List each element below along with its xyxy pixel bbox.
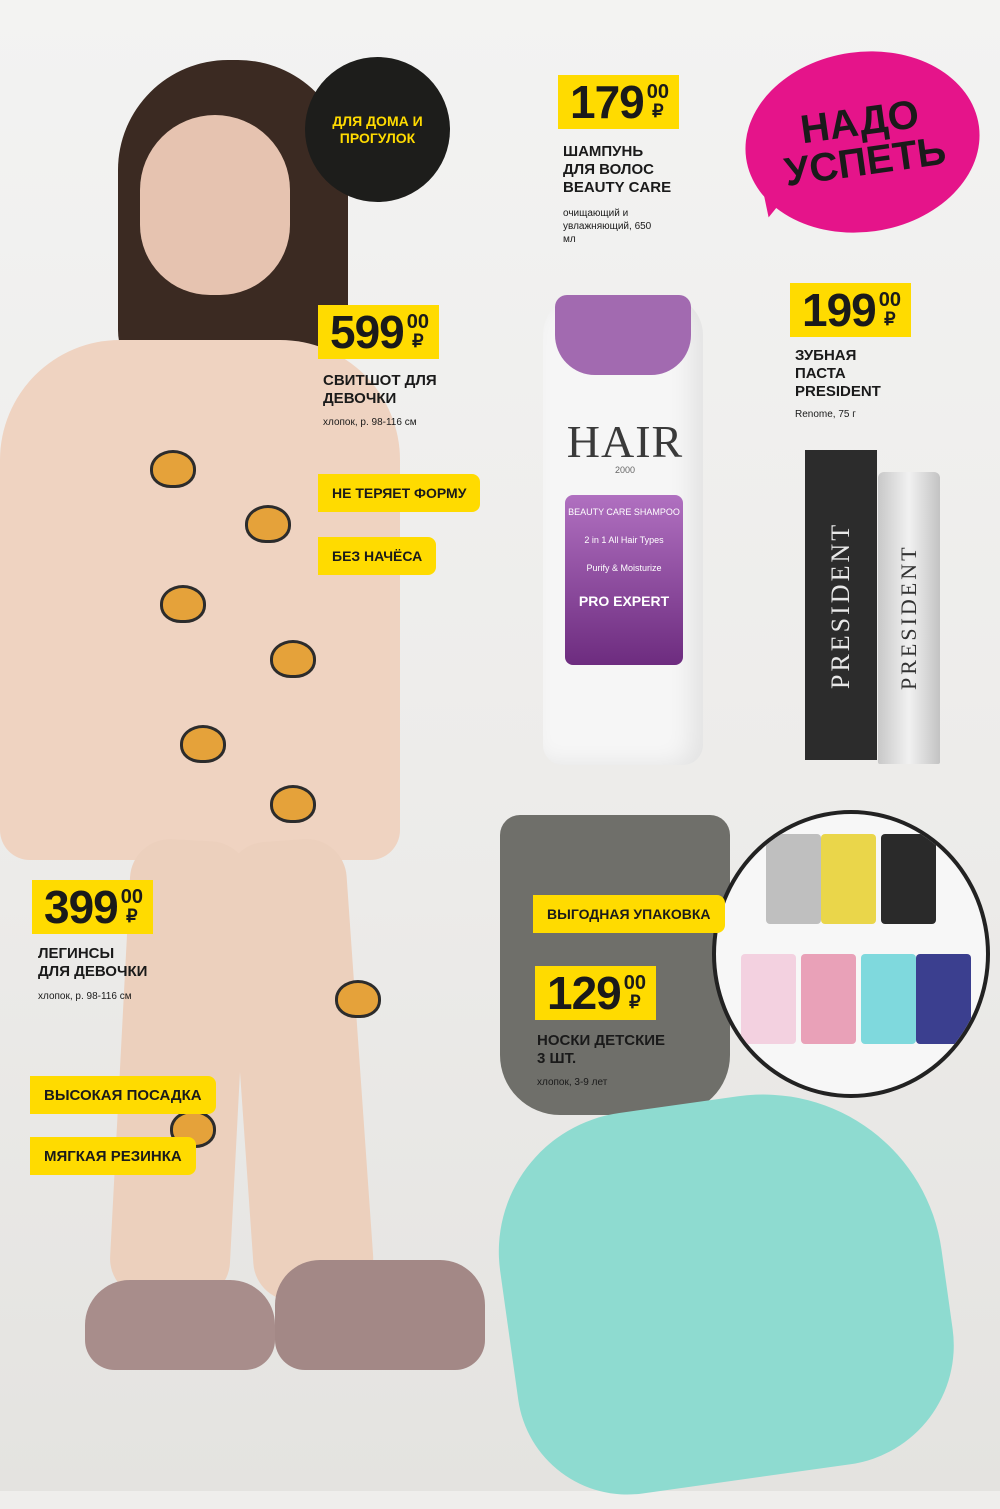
leopard-print: [270, 785, 316, 823]
leopard-print: [245, 505, 291, 543]
shampoo-label-line4: PRO EXPERT: [578, 593, 670, 609]
child-legs-photo: [500, 815, 730, 1115]
sock-pack: [821, 834, 876, 924]
shampoo-name: ШАМПУНЬ ДЛЯ ВОЛОС BEAUTY CARE: [563, 143, 672, 196]
sock-pack: [741, 954, 796, 1044]
socks-name: НОСКИ ДЕТСКИЕ 3 ШТ.: [537, 1032, 666, 1067]
shoe-right: [275, 1260, 485, 1370]
sweatshirt-tag-fleece: БЕЗ НАЧЁСА: [318, 537, 436, 575]
leopard-print: [335, 980, 381, 1018]
leopard-print: [150, 450, 196, 488]
toothpaste-tube-brand: PRESIDENT: [896, 544, 921, 690]
shampoo-price-int: 179: [570, 76, 644, 128]
leggings-tag-soft-band: МЯГКАЯ РЕЗИНКА: [30, 1137, 196, 1175]
socks-tag-value-pack: ВЫГОДНАЯ УПАКОВКА: [533, 895, 725, 933]
socks-price-dec: 00: [623, 972, 646, 994]
sweatshirt-price-dec: 00: [406, 311, 429, 333]
leopard-print: [160, 585, 206, 623]
leopard-print: [270, 640, 316, 678]
sock-pack: [861, 954, 916, 1044]
shampoo-desc: очищающий и увлажняющий, 650 мл: [563, 208, 652, 245]
toothpaste-price-dec: 00: [878, 289, 901, 311]
toothpaste-box-brand: PRESIDENT: [826, 521, 855, 689]
shoe-left: [85, 1280, 275, 1370]
shampoo-brand-sub: 2000: [614, 465, 636, 475]
leopard-print: [180, 725, 226, 763]
leggings-name: ЛЕГИНСЫ ДЛЯ ДЕВОЧКИ: [38, 945, 148, 980]
shampoo-price: [558, 75, 679, 129]
toothpaste-tube: [878, 472, 940, 764]
socks-desc: хлопок, 3-9 лет: [537, 1077, 608, 1088]
currency-sign: ₽: [629, 992, 641, 1012]
toothpaste-desc: Renome, 75 г: [795, 409, 856, 420]
shampoo-cap: [555, 295, 691, 375]
sock-pack: [881, 834, 936, 924]
socks-price: [535, 966, 656, 1020]
toothpaste-price: [790, 283, 911, 337]
sock-pack: [766, 834, 821, 924]
shampoo-label-line2: 2 in 1 All Hair Types: [584, 535, 664, 545]
leggings-desc: хлопок, р. 98-116 см: [38, 991, 132, 1002]
socks-price-int: 129: [547, 967, 621, 1019]
sweatshirt-price: [318, 305, 439, 359]
toothpaste-box: [805, 450, 877, 760]
sweatshirt-name: СВИТШОТ ДЛЯ ДЕВОЧКИ: [323, 372, 437, 407]
currency-sign: ₽: [126, 906, 138, 926]
currency-sign: ₽: [652, 101, 664, 121]
hurry-badge-text: НАДО УСПЕТЬ: [781, 92, 949, 195]
sweatshirt-price-int: 599: [330, 306, 404, 358]
leggings-tag-high-waist: ВЫСОКАЯ ПОСАДКА: [30, 1076, 216, 1114]
shampoo-label-line1: BEAUTY CARE SHAMPOO: [568, 507, 680, 517]
sock-pack: [916, 954, 971, 1044]
shampoo-label-line3: Purify & Moisturize: [586, 563, 662, 573]
home-badge: ДЛЯ ДОМА И ПРОГУЛОК: [305, 57, 450, 202]
leggings-price-dec: 00: [120, 886, 143, 908]
currency-sign: ₽: [412, 331, 424, 351]
sweatshirt-tag-shape: НЕ ТЕРЯЕТ ФОРМУ: [318, 474, 480, 512]
girl-face: [140, 115, 290, 295]
sock-pack: [801, 954, 856, 1044]
shampoo-brand: HAIR: [566, 416, 684, 467]
leggings-price-int: 399: [44, 881, 118, 933]
sweatshirt-desc: хлопок, р. 98-116 см: [323, 417, 417, 428]
toothpaste-price-int: 199: [802, 284, 876, 336]
socks-packages-inset: [712, 810, 990, 1098]
toothpaste-name: ЗУБНАЯ ПАСТА PRESIDENT: [795, 347, 881, 400]
shampoo-label: [565, 495, 683, 665]
shampoo-price-dec: 00: [646, 81, 669, 103]
leggings-price: [32, 880, 153, 934]
currency-sign: ₽: [884, 309, 896, 329]
